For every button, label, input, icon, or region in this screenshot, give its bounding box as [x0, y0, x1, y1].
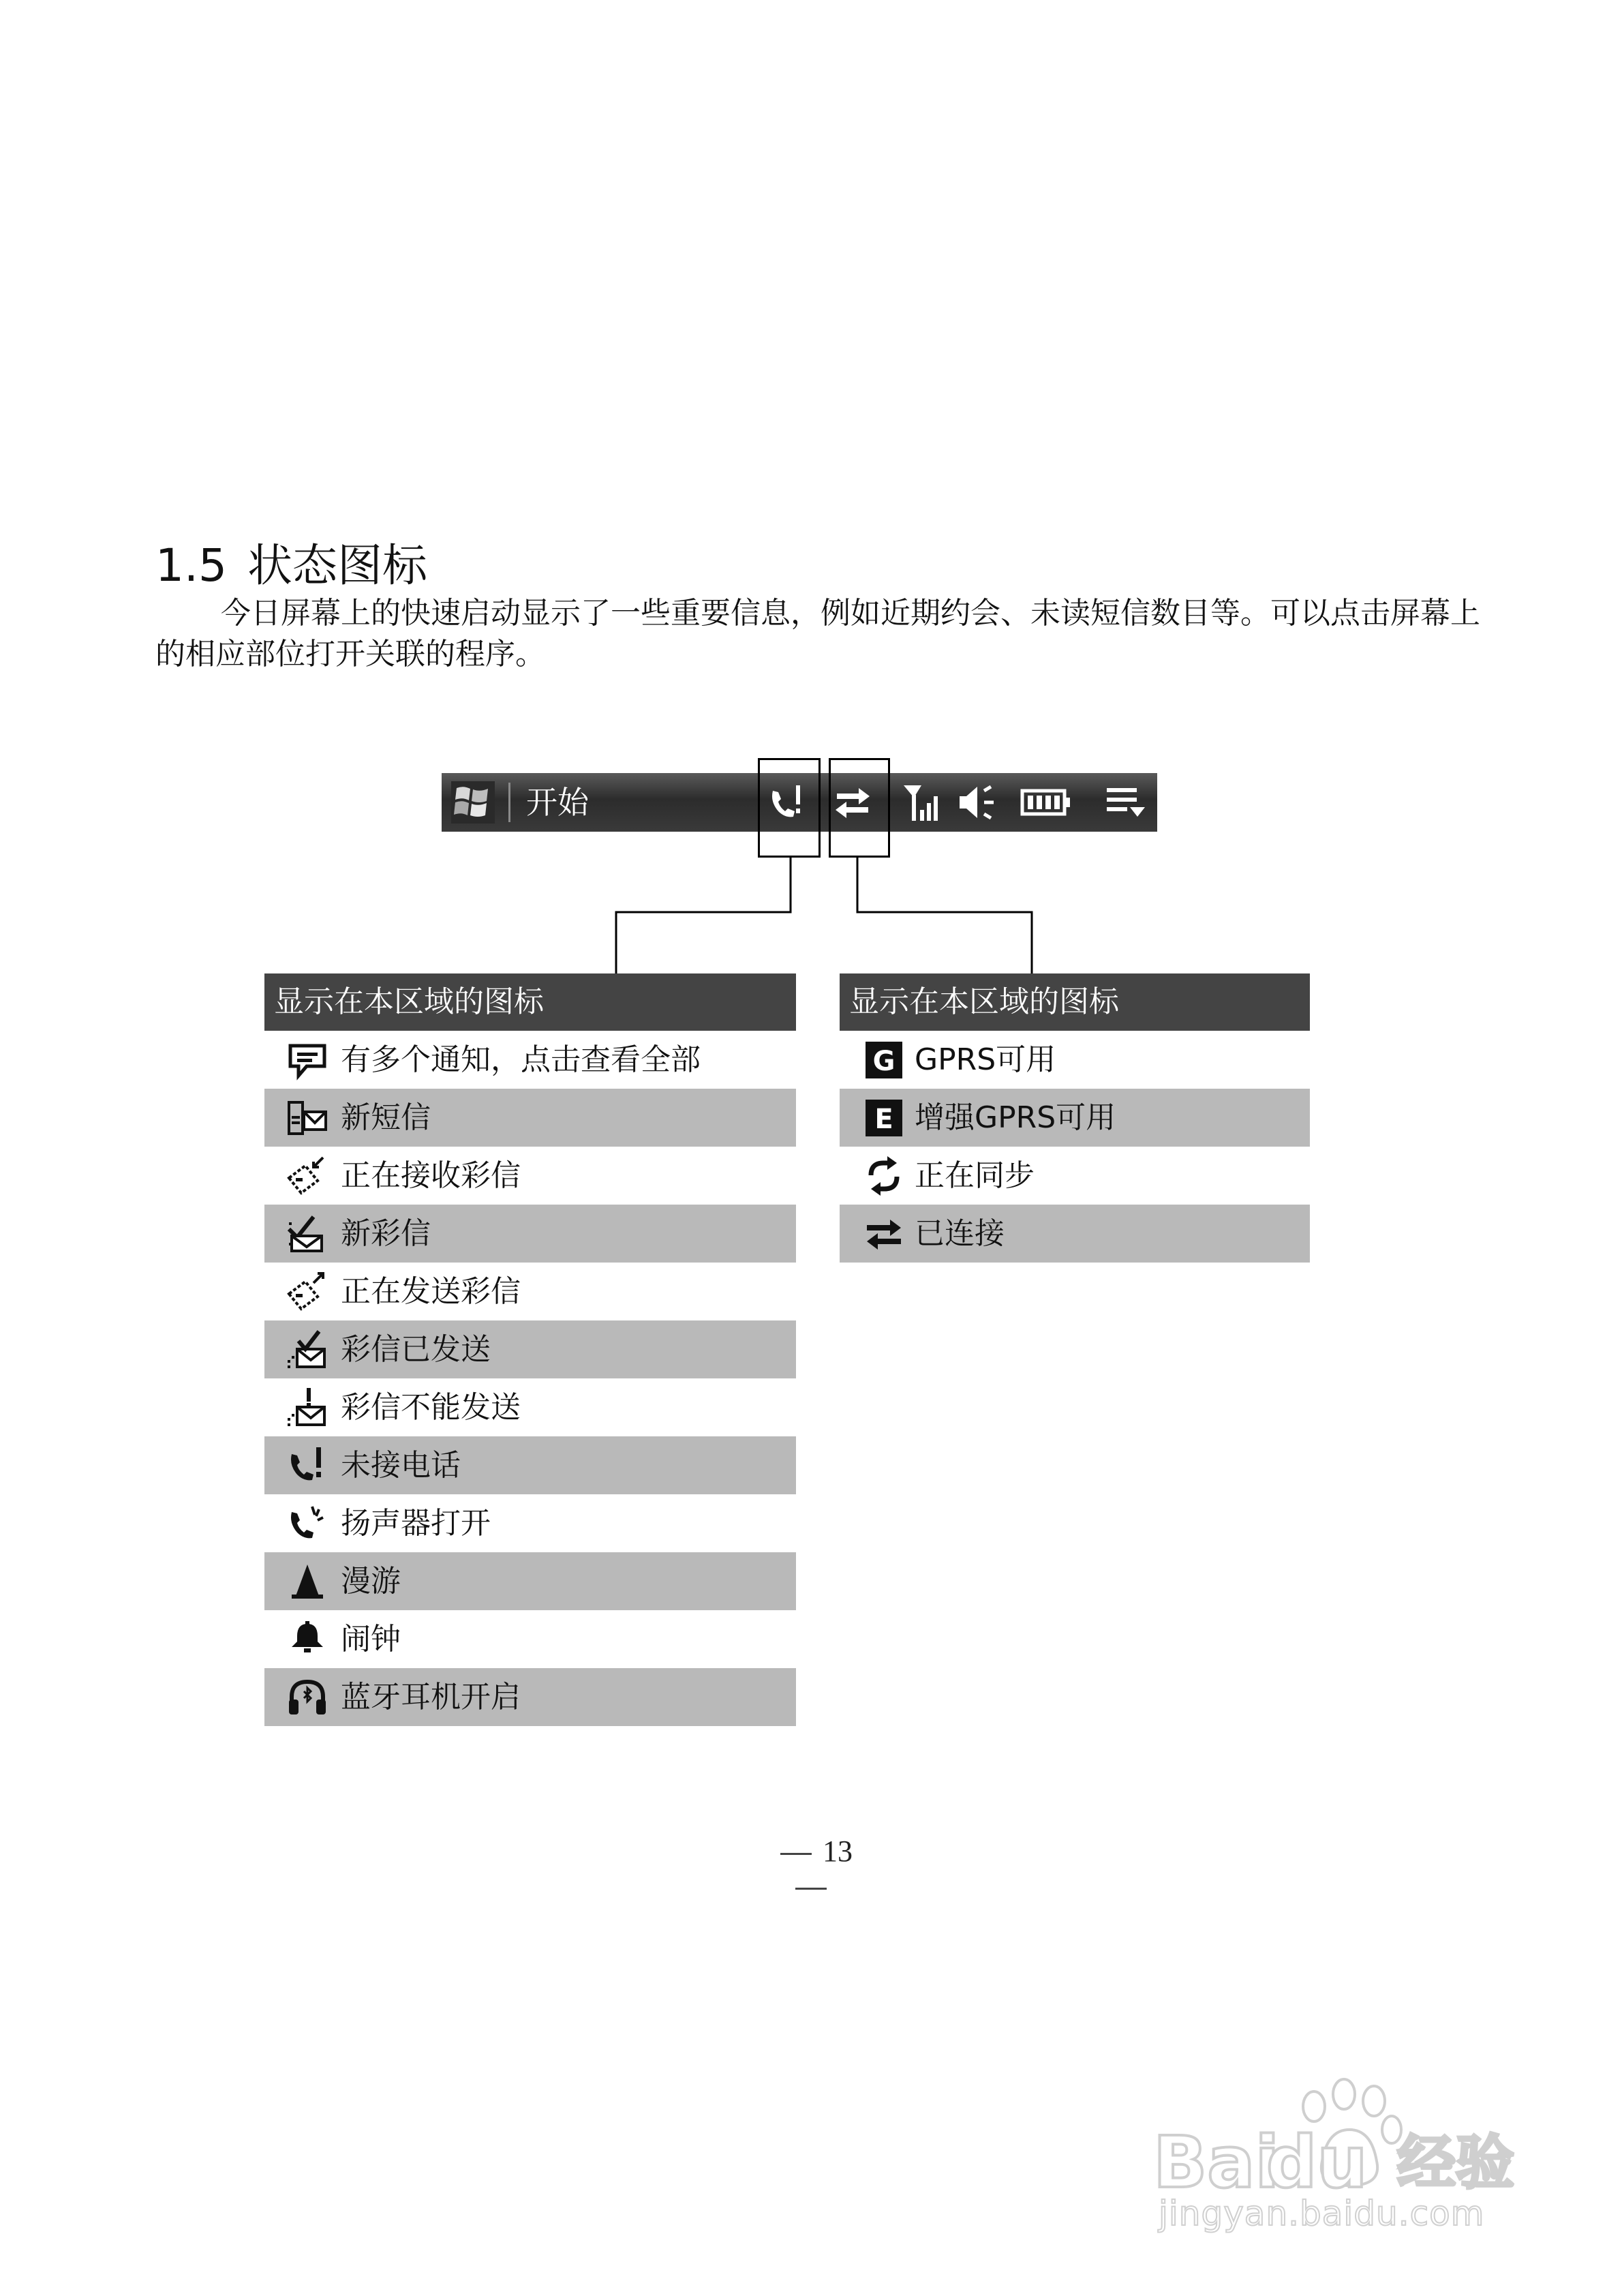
table-row — [840, 1205, 1310, 1263]
table-row — [264, 1378, 796, 1436]
alarm-bell-icon — [286, 1618, 328, 1661]
speakerphone-icon — [286, 1502, 328, 1545]
bluetooth-headset-icon — [286, 1676, 328, 1719]
right-icon-table — [840, 973, 1310, 1263]
table-row — [264, 1031, 796, 1089]
roaming-icon — [286, 1560, 328, 1603]
watermark-brand-left: Bai — [1153, 2121, 1280, 2204]
gprs-icon — [863, 1039, 905, 1081]
table-row — [264, 1552, 796, 1610]
table-row — [840, 1089, 1310, 1147]
table-row — [264, 1147, 796, 1205]
row-label: 彩信不能发送 — [341, 1390, 521, 1425]
left-icon-table — [264, 973, 796, 1726]
edge-icon — [863, 1097, 905, 1139]
connector-lines — [0, 0, 1622, 982]
table-row — [264, 1089, 796, 1147]
table-row — [264, 1610, 796, 1668]
row-label: 增强GPRS可用 — [915, 1100, 1116, 1135]
section-title-text: 状态图标 — [247, 539, 427, 592]
table-row — [264, 1436, 796, 1494]
table-row — [264, 1668, 796, 1726]
mms-send-failed-icon — [286, 1387, 328, 1429]
page-number-value: 13 — [823, 1834, 853, 1868]
table-row — [840, 1147, 1310, 1205]
table-row — [264, 1320, 796, 1378]
row-label: 闹钟 — [341, 1622, 401, 1657]
row-label: 新彩信 — [341, 1216, 431, 1251]
row-label: GPRS可用 — [915, 1042, 1056, 1077]
page-number — [750, 1834, 872, 1903]
watermark-url: jingyan.baidu.com — [1159, 2194, 1485, 2233]
page-number-dash-right — [795, 1888, 827, 1890]
row-label: 正在发送彩信 — [341, 1274, 521, 1309]
row-label: 扬声器打开 — [341, 1506, 491, 1541]
row-label: 未接电话 — [341, 1448, 461, 1483]
row-label: 正在同步 — [915, 1158, 1035, 1193]
page-number-dash-left — [780, 1853, 812, 1855]
table-row — [264, 1205, 796, 1263]
intro-paragraph: 今日屏幕上的快速启动显示了一些重要信息，例如近期约会、未读短信数目等。可以点击屏幕上的相应部位打开关联的程序。 — [155, 596, 1480, 671]
table-row — [264, 1494, 796, 1552]
gprs-letter: G — [872, 1046, 896, 1077]
row-label: 有多个通知，点击查看全部 — [341, 1042, 701, 1077]
connected-icon — [863, 1213, 905, 1255]
row-label: 彩信已发送 — [341, 1332, 491, 1367]
left-table-header: 显示在本区域的图标 — [264, 973, 796, 1031]
new-mms-icon — [286, 1213, 328, 1255]
new-sms-icon — [286, 1097, 328, 1139]
receiving-mms-icon — [286, 1155, 328, 1197]
row-label: 已连接 — [915, 1216, 1005, 1251]
row-label: 新短信 — [341, 1100, 431, 1135]
start-button-label[interactable]: 开始 — [526, 784, 589, 821]
row-label: 正在接收彩信 — [341, 1158, 521, 1193]
mms-sent-icon — [286, 1329, 328, 1371]
watermark-brand-right: du — [1266, 2121, 1368, 2204]
edge-letter: E — [874, 1104, 893, 1135]
syncing-icon — [863, 1155, 905, 1197]
sending-mms-icon — [286, 1271, 328, 1313]
section-number: 1.5 — [155, 539, 227, 592]
table-row — [264, 1263, 796, 1320]
multiple-notifications-icon — [286, 1039, 328, 1081]
watermark-brand-cn: 经验 — [1397, 2129, 1514, 2197]
right-table-header: 显示在本区域的图标 — [840, 973, 1310, 1031]
missed-call-icon — [286, 1445, 328, 1487]
row-label: 漫游 — [341, 1564, 401, 1599]
table-row — [840, 1031, 1310, 1089]
row-label: 蓝牙耳机开启 — [341, 1680, 521, 1715]
